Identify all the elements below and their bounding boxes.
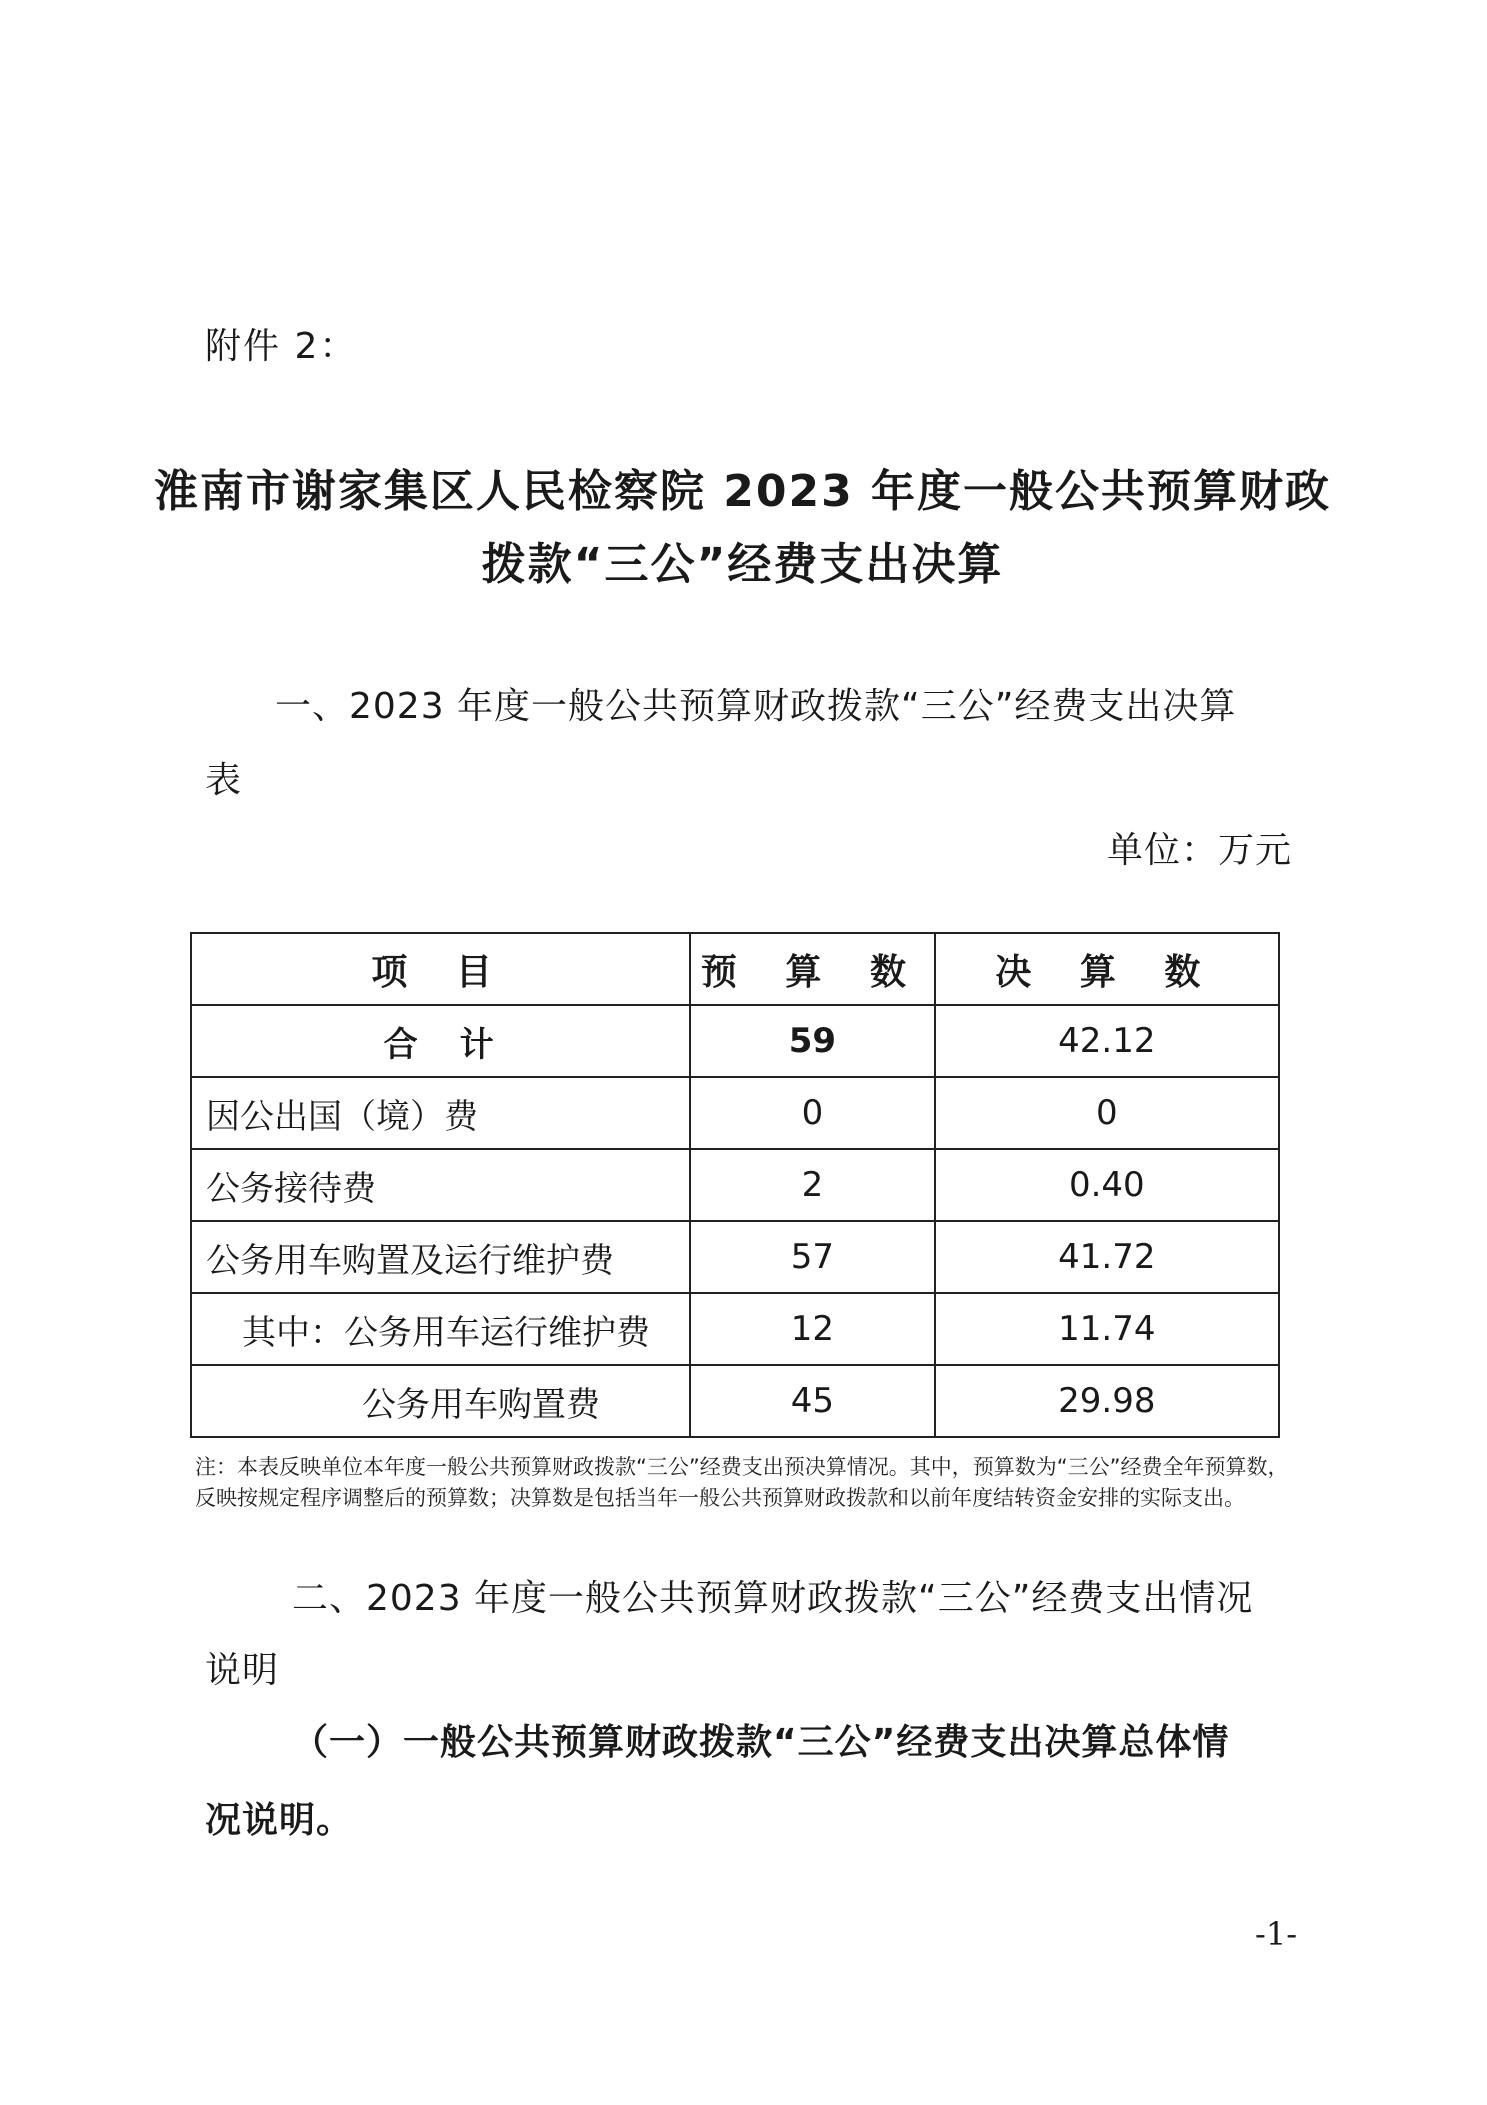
unit-label: 单位：万元 — [1106, 830, 1292, 871]
section-2-heading: 二、2023 年度一般公共预算财政拨款“三公”经费支出情况 — [292, 1578, 1254, 1619]
section-1-heading-continued: 表 — [205, 760, 243, 801]
header-final: 决 算 数 — [935, 933, 1279, 1005]
row-final: 0.40 — [935, 1149, 1279, 1221]
row-item: 因公出国（境）费 — [191, 1077, 690, 1149]
row-item: 其中：公务用车运行维护费 — [191, 1293, 690, 1365]
table-row — [191, 1149, 1279, 1221]
document-title-line-2: 拨款“三公”经费支出决算 — [481, 539, 1004, 590]
table-row-total — [191, 1005, 1279, 1077]
attachment-label: 附件 2： — [205, 326, 358, 367]
row-item: 公务接待费 — [191, 1149, 690, 1221]
section-1-heading: 一、2023 年度一般公共预算财政拨款“三公”经费支出决算 — [275, 686, 1237, 727]
row-budget: 45 — [690, 1365, 934, 1437]
row-budget: 59 — [690, 1005, 934, 1077]
row-final: 41.72 — [935, 1221, 1279, 1293]
row-final: 29.98 — [935, 1365, 1279, 1437]
row-budget: 2 — [690, 1149, 934, 1221]
subsection-1-heading: （一）一般公共预算财政拨款“三公”经费支出决算总体情 — [292, 1722, 1230, 1763]
row-final: 42.12 — [935, 1005, 1279, 1077]
row-budget: 57 — [690, 1221, 934, 1293]
section-2-heading-continued: 说明 — [205, 1650, 280, 1691]
row-budget: 12 — [690, 1293, 934, 1365]
row-budget: 0 — [690, 1077, 934, 1149]
subsection-1-heading-continued: 况说明。 — [205, 1800, 354, 1841]
document-title-line-1: 淮南市谢家集区人民检察院 2023 年度一般公共预算财政 — [153, 466, 1332, 517]
table-note: 注：本表反映单位本年度一般公共预算财政拨款“三公”经费支出预决算情况。其中，预算数为“三公”经费全年预算数，反映按规定程序调整后的预算数；决算数是包括当年一般公共预算财政拨款和以前年度结转资金安排的实际支出。 — [195, 1455, 1289, 1510]
table-row — [191, 1077, 1279, 1149]
table-row — [191, 1293, 1279, 1365]
header-budget: 预 算 数 — [690, 933, 934, 1005]
row-final: 11.74 — [935, 1293, 1279, 1365]
row-final: 0 — [935, 1077, 1279, 1149]
table-row — [191, 1365, 1279, 1437]
three-public-expenses-table — [190, 932, 1280, 1438]
table-header-row — [191, 933, 1279, 1005]
table-row — [191, 1221, 1279, 1293]
row-item: 合 计 — [191, 1005, 690, 1077]
row-item: 公务用车购置费 — [191, 1365, 690, 1437]
header-item: 项 目 — [191, 933, 690, 1005]
row-item: 公务用车购置及运行维护费 — [191, 1221, 690, 1293]
page-number: -1- — [1255, 1915, 1297, 1953]
